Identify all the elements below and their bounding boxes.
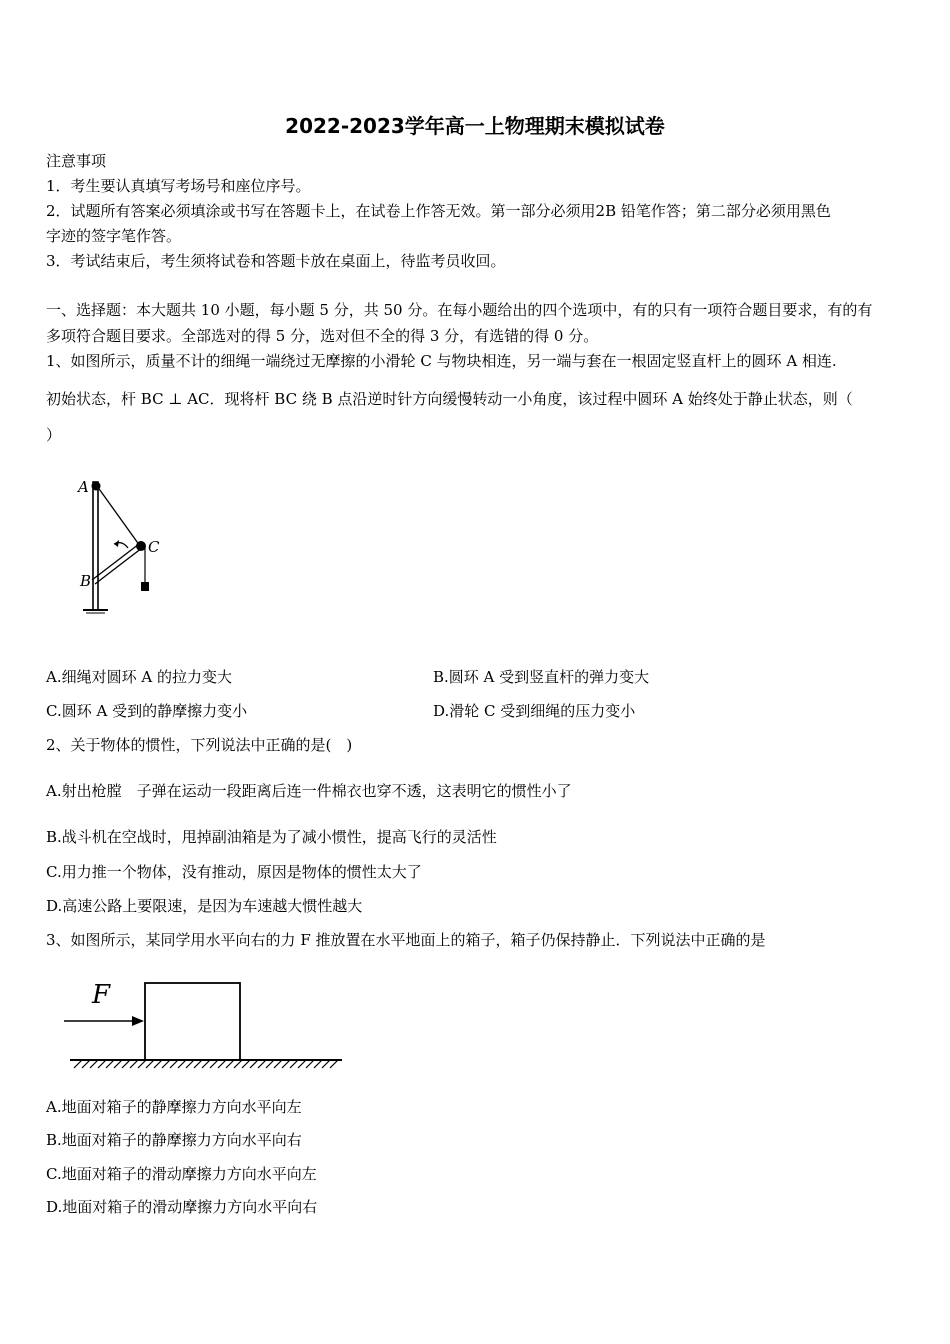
q2-stem: 2、关于物体的惯性，下列说法中正确的是( ): [46, 736, 353, 754]
q1-stem-line-1: 1、如图所示，质量不计的细绳一端绕过无摩擦的小滑轮 C 与物块相连，另一端与套在一根固定竖直杆上的圆环 A 相连.: [46, 352, 837, 370]
q1-option-c: C.圆环 A 受到的静摩擦力变小: [46, 702, 248, 720]
hanging-block: [141, 582, 149, 591]
q2-option-a: A.射出枪膛 子弹在运动一段距离后连一件棉衣也穿不透，这表明它的惯性小了: [46, 782, 572, 800]
label-a: A: [78, 478, 89, 496]
section-intro-line-1: 一、选择题：本大题共 10 小题，每小题 5 分，共 50 分。在每小题给出的四个选项中，有的只有一项符合题目要求，有的有: [46, 301, 873, 319]
q3-stem: 3、如图所示，某同学用水平向右的力 F 推放置在水平地面上的箱子，箱子仍保持静止．下列说法中正确的是: [46, 931, 766, 949]
ring-a: [92, 482, 101, 491]
notice-item-2: 2．试题所有答案必须填涂或书写在答题卡上，在试卷上作答无效。第一部分必须用2B 铅笔作答；第二部分必须用黑色: [46, 202, 831, 220]
notice-item-2-cont: 字迹的签字笔作答。: [46, 227, 182, 245]
label-f: F: [92, 980, 111, 1010]
notice-item-1: 1．考生要认真填写考场号和座位序号。: [46, 177, 311, 195]
q3-option-a: A.地面对箱子的静摩擦力方向水平向左: [46, 1098, 302, 1116]
notice-item-3: 3．考试结束后，考生须将试卷和答题卡放在桌面上，待监考员收回。: [46, 252, 506, 270]
q3-option-c: C.地面对箱子的滑动摩擦力方向水平向左: [46, 1165, 317, 1183]
q2-option-c: C.用力推一个物体，没有推动，原因是物体的惯性太大了: [46, 863, 422, 881]
vertical-pole: [93, 482, 98, 610]
q2-option-b: B.战斗机在空战时，甩掉副油箱是为了减小惯性，提高飞行的灵活性: [46, 828, 497, 846]
rope-ac: [97, 486, 140, 546]
q3-option-d: D.地面对箱子的滑动摩擦力方向水平向右: [46, 1198, 318, 1216]
box: [145, 983, 240, 1060]
q1-figure: [70, 470, 180, 620]
section-intro-line-2: 多项符合题目要求。全部选对的得 5 分，选对但不全的得 3 分，有选错的得 0 分。: [46, 327, 599, 345]
q1-stem-line-3: ）: [46, 426, 62, 444]
q3-option-b: B.地面对箱子的静摩擦力方向水平向右: [46, 1131, 302, 1149]
page-title: 2022-2023学年高一上物理期末模拟试卷: [285, 114, 665, 138]
rod-bc: [92, 544, 139, 580]
label-c: C: [148, 538, 160, 556]
ground-hatch: [74, 1060, 338, 1068]
notice-heading: 注意事项: [46, 152, 107, 170]
q1-option-d: D.滑轮 C 受到细绳的压力变小: [433, 702, 636, 720]
q3-figure: [60, 975, 350, 1075]
label-b: B: [80, 572, 92, 590]
q2-option-d: D.高速公路上要限速，是因为车速越大惯性越大: [46, 897, 363, 915]
q1-option-a: A.细绳对圆环 A 的拉力变大: [46, 668, 232, 686]
q1-option-b: B.圆环 A 受到竖直杆的弹力变大: [433, 668, 650, 686]
q1-stem-line-2: 初始状态，杆 BC ⊥ AC．现将杆 BC 绕 B 点沿逆时针方向缓慢转动一小角度，该过程中圆环 A 始终处于静止状态，则（: [46, 390, 853, 408]
